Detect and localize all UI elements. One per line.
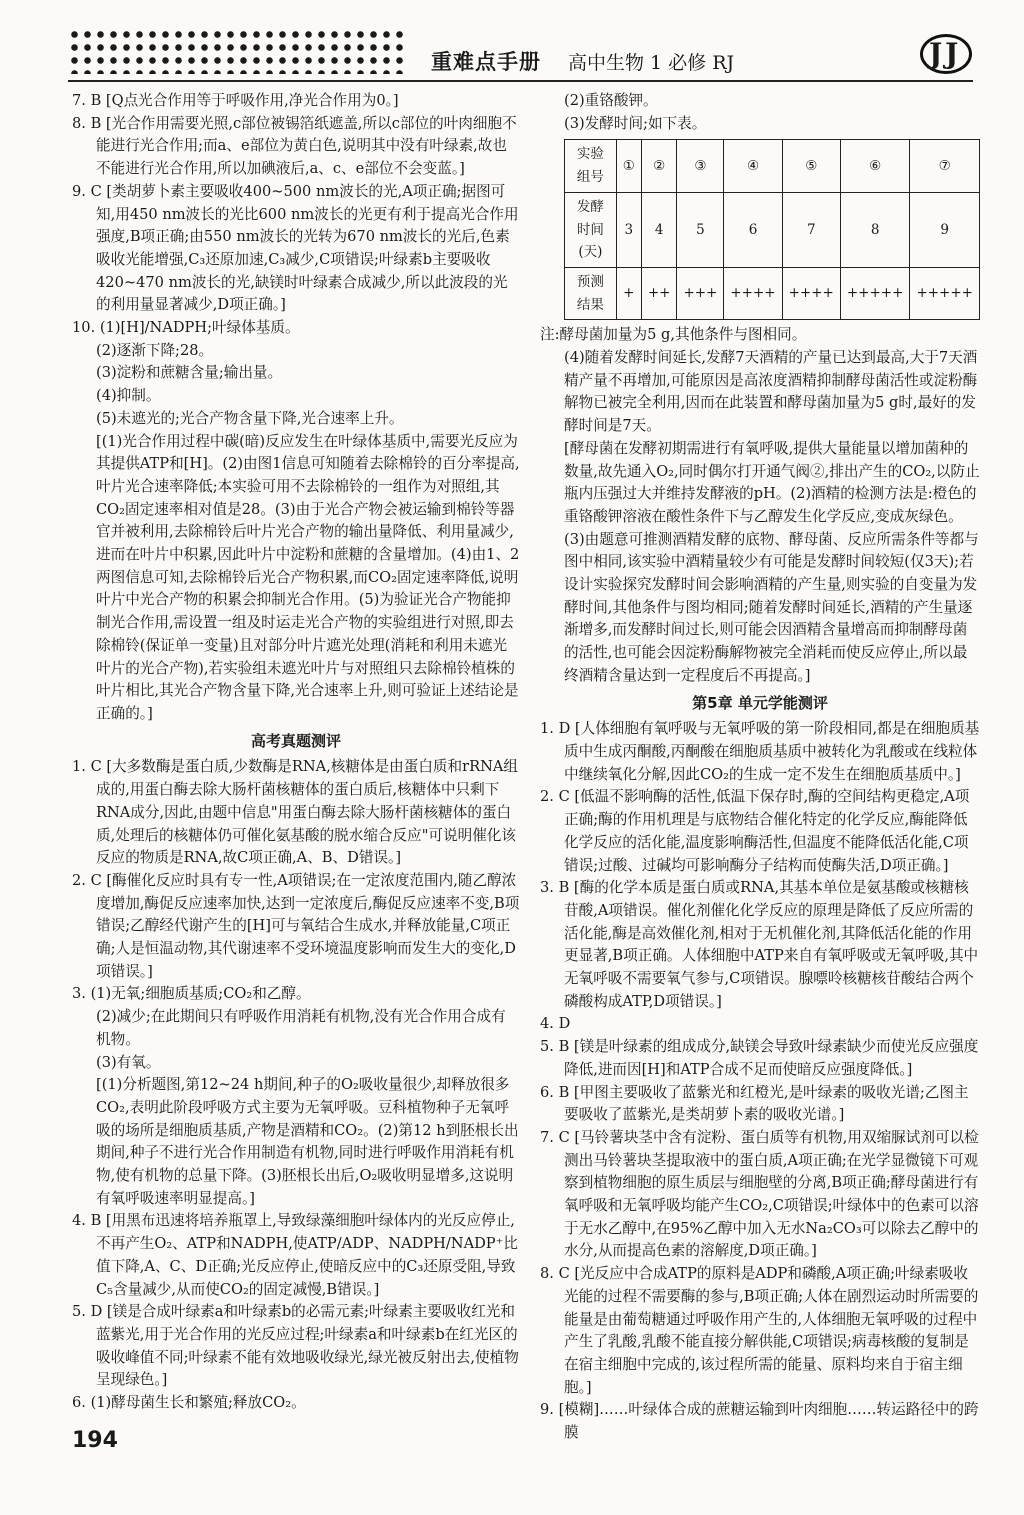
gaokao-answer-2: 2. C [酶催化反应时具有专一性,A项错误;在一定浓度范围内,随乙醇浓度增加,酶促反应速率加快,达到一定浓度后,酶促反应速率不变,B项错误;乙醇经代谢产生的[H]可与氧结合生成水,并释放能量,C项正确;人是恒温动物,其代谢速率不受环境温度影响而发生大的变化,D项错误。]: [72, 871, 520, 980]
answer-6-part4: (4)随着发酵时间延长,发酵7天酒精的产量已达到最高,大于7天酒精产量不再增加,可能原因是高浓度酒精抑制酵母菌活性或淀粉酶解物已被完全利用,因而在此装置和酵母菌加量为5 g时,最好的发酵时间是7天。: [564, 349, 978, 435]
answer-10-part3: (3)淀粉和蔗糖含量;输出量。: [96, 364, 283, 382]
book-subject: 高中生物 1 必修 RJ: [568, 52, 735, 74]
fermentation-table: [564, 139, 980, 320]
unit-answer-5: 5. B [镁是叶绿素的组成成分,缺镁会导致叶绿素缺少而使光反应强度降低,进而因[H]和ATP合成不足而使暗反应强度降低。]: [540, 1038, 979, 1078]
table-cell: 4: [641, 192, 677, 267]
gaokao-answer-3-part2: (2)减少;在此期间只有呼吸作用消耗有机物,没有光合作用合成有机物。: [96, 1008, 506, 1048]
answer-10-explanation: [(1)光合作用过程中碳(暗)反应发生在叶绿体基质中,需要光反应为其提供ATP和[H]。(2)由图1信息可知随着去除棉铃的百分率提高,叶片光合速率降低;本实验可用不去除棉铃的一组作为对照组,其CO₂固定速率相对值是28。(3)由于光合产物会被运输到棉铃等器官并被利用,去除棉铃后叶片光合产物的输出量降低、利用量减少,进而在叶片中积累,因此叶片中淀粉和蔗糖的含量增加。(4)由1、2两图信息可知,去除棉铃后光合产物积累,而CO₂固定速率降低,说明叶片中光合产物的积累会抑制光合作用。(5)为验证光合产物能抑制光合作用,需设置一组及时运走光合产物的实验组进行对照,即去除棉铃(保证单一变量)且对部分叶片遮光处理(消耗和利用未遮光叶片的光合产物),若实验组未遮光叶片与对照组只去除棉铃植株的叶片相比,其光合产物含量下降,光合速率上升,则可验证上述结论是正确的。]: [96, 432, 520, 722]
table-cell: 6: [724, 192, 782, 267]
table-cell: 预测结果: [565, 267, 617, 319]
table-cell: 8: [840, 192, 910, 267]
gaokao-answer-5: 5. D [镁是合成叶绿素a和叶绿素b的必需元素;叶绿素主要吸收红光和蓝紫光,用于光合作用的光反应过程;叶绿素a和叶绿素b在红光区的吸收峰值不同;叶绿素不能有效地吸收绿光,绿光被反射出去,使植物呈现绿色。]: [72, 1303, 519, 1389]
table-row: [565, 192, 980, 267]
gaokao-answer-6: 6. (1)酵母菌生长和繁殖;释放CO₂。: [72, 1394, 306, 1412]
table-row: [565, 140, 980, 192]
table-cell: 实验组号: [565, 140, 617, 192]
answer-6-part2: (2)重铬酸钾。: [564, 92, 658, 109]
answer-8: 8. B [光合作用需要光照,c部位被锡箔纸遮盖,所以c部位的叶肉细胞不能进行光合作用;而a、e部位为黄白色,说明其中没有叶绿素,故也不能进行光合作用,所以加碘液后,a、c、e部位不会变蓝。]: [72, 114, 517, 178]
answer-10: 10. (1)[H]/NADPH;叶绿体基质。: [72, 319, 300, 337]
table-cell: ②: [641, 140, 677, 192]
gaokao-answer-3: 3. (1)无氧;细胞质基质;CO₂和乙醇。: [72, 985, 311, 1003]
table-cell: +++: [677, 267, 724, 319]
unit-answer-6: 6. B [甲图主要吸收了蓝紫光和红橙光,是叶绿素的吸收光谱;乙图主要吸收了蓝紫光,是类胡萝卜素的吸收光谱。]: [540, 1083, 969, 1124]
left-column: [72, 90, 520, 1415]
unit-answer-7: 7. C [马铃薯块茎中含有淀粉、蛋白质等有机物,用双缩脲试剂可以检测出马铃薯块茎提取液中的蛋白质,A项正确;在光学显微镜下可观察到植物细胞的原生质层与细胞壁的分离,B项正确;酵母菌进行有氧呼吸和无氧呼吸均能产生CO₂,C项错误;叶绿体中的色素可以溶于无水乙醇中,在95%乙醇中加入无水Na₂CO₃可以除去乙醇中的水分,从而提高色素的溶解度,D项正确。]: [540, 1128, 979, 1260]
table-cell: 5: [677, 192, 724, 267]
answer-10-part2: (2)逐渐下降;28。: [96, 341, 214, 359]
header-divider: [68, 80, 973, 82]
table-cell: +: [616, 267, 641, 319]
right-column: [540, 90, 980, 1445]
gaokao-answer-3-part3: (3)有氧。: [96, 1053, 161, 1071]
table-cell: 3: [616, 192, 641, 267]
unit-answer-2: 2. C [低温不影响酶的活性,低温下保存时,酶的空间结构更稳定,A项正确;酶的作用机理是与底物结合催化特定的化学反应,酶能降低化学反应的活化能,温度影响酶活性,但温度不能降低活化能,C项错误;过酸、过碱均可影响酶分子结构而使酶失活,D项正确。]: [540, 788, 970, 874]
answer-6-part3: (3)发酵时间;如下表。: [564, 114, 707, 132]
unit-answer-3: 3. B [酶的化学本质是蛋白质或RNA,其基本单位是氨基酸或核糖核苷酸,A项错误。催化剂催化化学反应的原理是降低了反应所需的活化能,酶是高效催化剂,相对于无机催化剂,其降低活化能的作用更显著,B项正确。人体细胞中ATP来自有氧呼吸或无氧呼吸,其中无氧呼吸不需要氧气参与,C项错误。腺嘌呤核糖核苷酸结合两个磷酸构成ATP,D项错误。]: [540, 879, 979, 1010]
table-cell: 发酵时间(天): [565, 192, 617, 267]
table-cell: 9: [910, 192, 980, 267]
answer-6-explanation: [酵母菌在发酵初期需进行有氧呼吸,提供大量能量以增加菌种的数量,故先通入O₂,同时偶尔打开通气阀②,排出产生的CO₂,以防止瓶内压强过大并维持发酵液的pH。(2)酒精的检测方法是:橙色的重铬酸钾溶液在酸性条件下与乙醇发生化学反应,变成灰绿色。(3)由题意可推测酒精发酵的底物、酵母菌、反应所需条件等都与图中相同,该实验中酒精量较少有可能是发酵时间较短(仅3天);若设计实验探究发酵时间会影响酒精的产生量,则实验的自变量为发酵时间,其他条件与图均相同;随着发酵时间延长,酒精的产生量逐渐增多,而发酵时间过长,则可能会因酒精含量增高而抑制酵母菌的活性,也可能会因淀粉酶解物被完全消耗而使反应停止,所以最终酒精含量达到一定程度后不再提高。]: [564, 439, 980, 684]
table-cell: ⑥: [840, 140, 910, 192]
table-row: [565, 267, 980, 319]
table-cell: ⑦: [910, 140, 980, 192]
answer-10-part4: (4)抑制。: [96, 387, 161, 405]
unit-answer-8: 8. C [光反应中合成ATP的原料是ADP和磷酸,A项正确;叶绿素吸收光能的过程不需要酶的参与,B项正确;人体在剧烈运动时所需要的能量是由葡萄糖通过呼吸作用产生的,人体细胞无氧呼吸的过程中产生了乳酸,乳酸不能直接分解供能,C项错误;病毒核酸的复制是在宿主细胞中完成的,该过程所需的能量、原料均来自于宿主细胞。]: [540, 1265, 979, 1396]
table-cell: ++++: [782, 267, 840, 319]
table-cell: ++: [641, 267, 677, 319]
table-cell: ++++: [724, 267, 782, 319]
gaokao-answer-4: 4. B [用黑布迅速将培养瓶罩上,导致绿藻细胞叶绿体内的光反应停止,不再产生O₂、ATP和NADPH,使ATP/ADP、NADPH/NADP⁺比值下降,A、C、D正确;光反应停止,使暗反应中的C₃还原受阻,导致C₅含量减少,从而使CO₂的固定减慢,B错误。]: [72, 1212, 518, 1298]
section-heading-gaokao: 高考真题测评: [250, 731, 341, 750]
book-title: 重难点手册: [431, 50, 541, 74]
unit-answer-1: 1. D [人体细胞有氧呼吸与无氧呼吸的第一阶段相同,都是在细胞质基质中生成丙酮酸,丙酮酸在细胞质基质中被转化为乳酸或在线粒体中继续氧化分解,因此CO₂的生成一定不发生在细胞质基质中。]: [540, 720, 980, 783]
page-number: 194: [72, 1428, 118, 1453]
table-cell: ①: [616, 140, 641, 192]
answer-9: 9. C [类胡萝卜素主要吸收400~500 nm波长的光,A项正确;据图可知,用450 nm波长的光比600 nm波长的光更有利于提高光合作用强度,B项正确;由550 nm波长的光转为670 nm波长的光后,色素吸收光能增强,C₃还原加速,C₃减少,C项错误;叶绿素b主要吸收420~470 nm波长的光,缺镁时叶绿素合成减少,所以此波段的光的利用量显著减少,D项正确。]: [72, 182, 519, 314]
gaokao-answer-3-explanation: [(1)分析题图,第12~24 h期间,种子的O₂吸收量很少,却释放很多CO₂,表明此阶段呼吸方式主要为无氧呼吸。豆科植物种子无氧呼吸的场所是细胞质基质,产物是酒精和CO₂。(2)第12 h到胚根长出期间,种子不进行光合作用制造有机物,同时进行呼吸作用消耗有机物,使有机物的总量下降。(3)胚根长出后,O₂吸收明显增多,这说明有氧呼吸速率明显提高。]: [96, 1076, 519, 1207]
table-cell: ⑤: [782, 140, 840, 192]
table-cell: +++++: [840, 267, 910, 319]
unit-answer-9: 9. [模糊]……叶绿体合成的蔗糖运输到叶肉细胞……转运路径中的跨膜: [540, 1401, 979, 1442]
gaokao-answer-1: 1. C [大多数酶是蛋白质,少数酶是RNA,核糖体是由蛋白质和rRNA组成的,用蛋白酶去除大肠杆菌核糖体的蛋白质后,核糖体中只剩下RNA成分,因此,由题中信息"用蛋白酶去除大肠杆菌核糖体的蛋白质,处理后的核糖体仍可催化氨基酸的脱水缩合反应"可说明催化该反应的物质是RNA,故C项正确,A、B、D错误。]: [72, 758, 518, 867]
table-cell: ④: [724, 140, 782, 192]
table-cell: +++++: [910, 267, 980, 319]
unit-answer-4: 4. D: [540, 1015, 571, 1033]
table-cell: ③: [677, 140, 724, 192]
answer-10-part5: (5)未遮光的;光合产物含量下降,光合速率上升。: [96, 409, 404, 427]
dot-pattern-decoration: [68, 28, 403, 74]
table-cell: 7: [782, 192, 840, 267]
section-heading-chapter5: 第5章 单元学能测评: [692, 693, 828, 712]
publisher-logo-icon: J J: [920, 34, 972, 74]
table-note: 注:酵母菌加量为5 g,其他条件与图相同。: [540, 326, 807, 344]
page-header: [68, 28, 973, 80]
answer-7: 7. B [Q点光合作用等于呼吸作用,净光合作用为0。]: [72, 92, 399, 109]
